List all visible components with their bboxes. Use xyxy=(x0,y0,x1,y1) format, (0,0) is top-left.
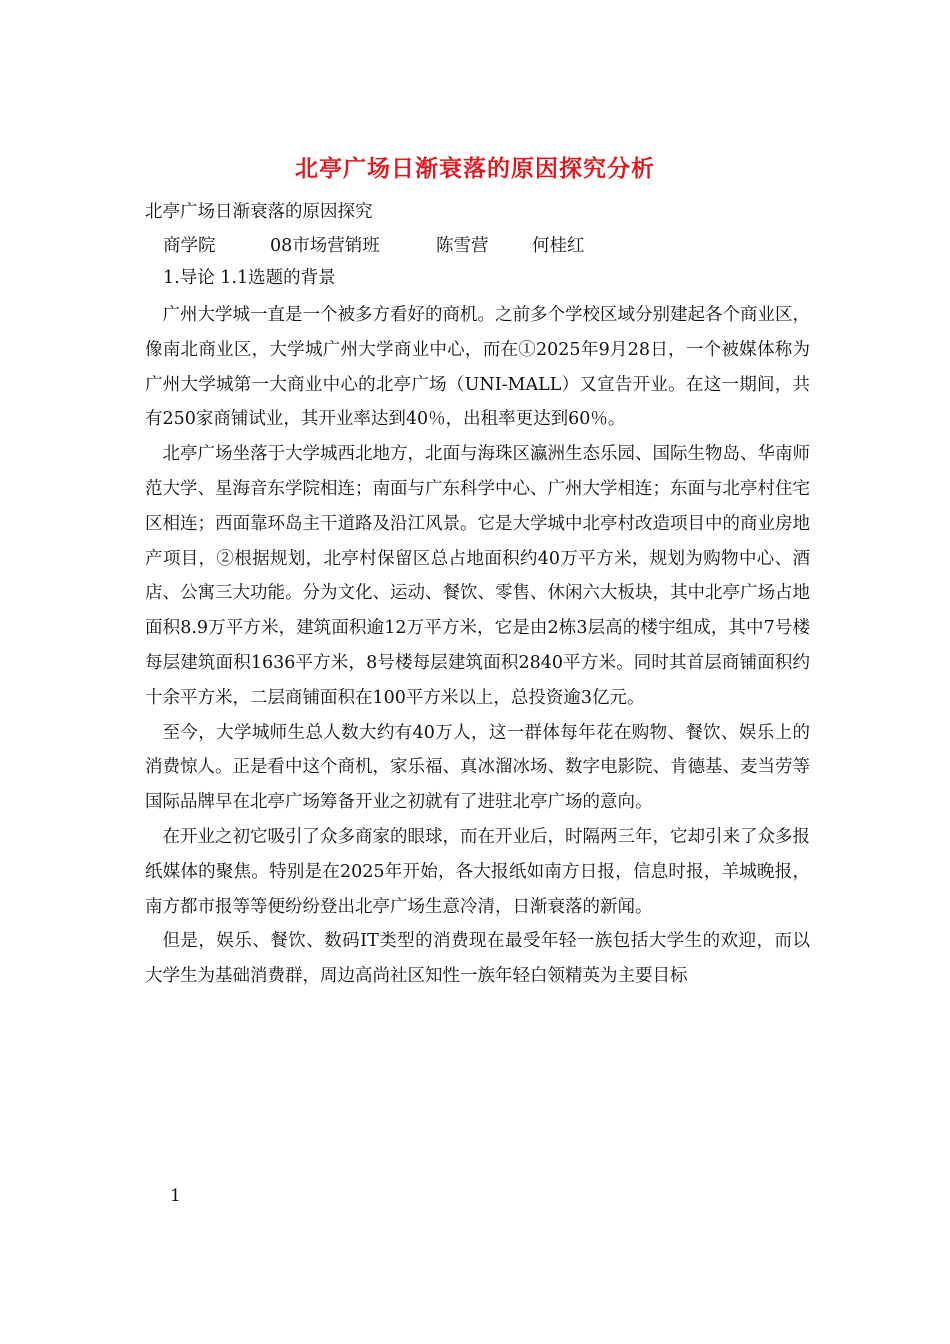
paragraph: 至今，大学城师生总人数大约有40万人，这一群体每年花在购物、餐饮、娱乐上的消费惊人。正是看中这个商机，家乐福、真冰溜冰场、数字电影院、肯德基、麦当劳等国际品牌早在北亭广场筹备开业之初就有了进驻北亭广场的意向。 xyxy=(145,722,810,813)
author-school: 商学院 xyxy=(163,236,216,256)
document-subtitle: 北亭广场日渐衰落的原因探究 xyxy=(145,202,373,222)
body-text xyxy=(145,298,810,994)
author-name-2: 何桂红 xyxy=(532,236,585,256)
page-number: 1 xyxy=(170,1186,181,1206)
document-title: 北亭广场日渐衰落的原因探究分析 xyxy=(295,155,655,182)
paragraph: 但是，娱乐、餐饮、数码IT类型的消费现在最受年轻一族包括大学生的欢迎，而以大学生为基础消费群，周边高尚社区知性一族年轻白领精英为主要目标 xyxy=(145,931,810,987)
author-name-1: 陈雪营 xyxy=(436,236,489,256)
paragraph: 在开业之初它吸引了众多商家的眼球，而在开业后，时隔两三年，它却引来了众多报纸媒体的聚焦。特别是在2025年开始，各大报纸如南方日报，信息时报，羊城晚报，南方都市报等等便纷纷登出北亭广场生意冷清，日渐衰落的新闻。 xyxy=(145,826,810,917)
paragraph: 北亭广场坐落于大学城西北地方，北面与海珠区瀛洲生态乐园、国际生物岛、华南师范大学、星海音东学院相连；南面与广东科学中心、广州大学相连；东面与北亭村住宅区相连；西面靠环岛主干道路及沿江风景。它是大学城中北亭村改造项目中的商业房地产项目，②根据规划，北亭村保留区总占地面积约40万平方米，规划为购物中心、酒店、公寓三大功能。分为文化、运动、餐饮、零售、休闲六大板块，其中北亭广场占地面积8.9万平方米，建筑面积逾12万平方米，它是由2栋3层高的楼宇组成，其中7号楼每层建筑面积1636平方米，8号楼每层建筑面积2840平方米。同时其首层商铺面积约十余平方米，二层商铺面积在100平方米以上，总投资逾3亿元。 xyxy=(145,444,810,708)
author-class: 08市场营销班 xyxy=(270,236,380,256)
paragraph: 广州大学城一直是一个被多方看好的商机。之前多个学校区域分别建起各个商业区，像南北商业区，大学城广州大学商业中心，而在①2025年9月28日，一个被媒体称为广州大学城第一大商业中心的北亭广场（UNI-MALL）又宣告开业。在这一期间，共有250家商铺试业，其开业率达到40％，出租率更达到60％。 xyxy=(145,305,810,430)
section-heading: 1.导论 1.1选题的背景 xyxy=(163,268,336,288)
author-line xyxy=(163,234,585,258)
